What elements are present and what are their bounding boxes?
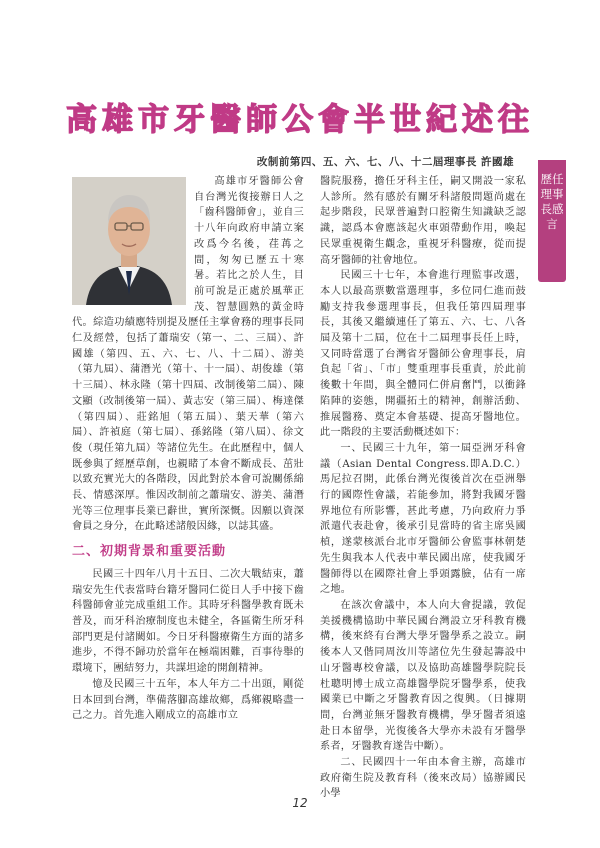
author-byline: 改制前第四、五、六、七、八、十二屆理事長 許國雄 [256, 156, 514, 168]
intro-paragraph: 高雄市牙醫師公會自台灣光復接辦日人之「齒科醫師會」，並自三十八年向政府申請立案改爲今名後，荏苒之間，匆匆已歷五十寒暑。若比之於人生，目前可說是正處於風華正茂、智慧圓熟的黃金時代。綜造功績應特別提及歷任主掌會務的理事長同仁及經營，包括了蕭瑞安（第一、二、三屆）、許國雄（第四、五、六、七、八、十二屆）、游美（第九屆）、蒲潛光（第十、十一屆）、胡俊雄（第十三屆）、林永隆（第十四屆、改制後第二屆）、陳文顯（改制後第一屆）、黃志安（第三屆）、梅達傑（第四屆）、莊銘旭（第五屆）、葉天華（第六屆）、許禎庭（第七屆）、孫銘隆（第八屆）、徐文俊（現任第九屆）等諸位先生。在此歷程中，個人既參與了經歷草創，也親睹了本會不斷成長、茁壯以致充實光大的各階段，因此對於本會可說關係綿長、情感深厚。惟因改制前之蕭瑞安、游美、蒲潛光等三位理事長業已辭世，實所深慨。因願以資深會員之身分，在此略述諸般因緣，以誌其盛。 [72, 176, 304, 533]
article-title: 高雄市牙醫師公會半世紀述往 [66, 102, 534, 138]
author-portrait [72, 177, 186, 305]
body-paragraph: 民國三十七年，本會進行理監事改選，本人以最高票數當選理事，多位同仁進而鼓勵支持我參選理事長，但我任第四屆理事長，其後又繼續連任了第五、六、七、八各屆及第十二屆，位在十二屆理事長任上時，又同時當選了台灣省牙醫師公會理事長，肩負起「省」、「市」雙重理事長重責，於此前後數十年間，與全體同仁併肩奮鬥，以衝鋒陷陣的姿態，開疆拓土的精神，創辦活動、推展醫務、奠定本會基礎、提高牙醫地位。此一階段的主要活動概述如下： [320, 270, 526, 439]
body-paragraph: 一、民國三十九年，第一屆亞洲牙科會議（Asian Dental Congress.即A.D.C.）馬尼拉召開，此係台灣光復後首次在亞洲舉行的國際性會議，若能參加，將對我國牙醫界地位有所影響，甚此考慮，乃向政府力爭派遣代表赴會，後承引見當時的省主席吳國楨，遂蒙核派台北市牙醫師公會監事林朝楚先生與我本人代表中華民國出席，使我國牙醫師得以在國際社會上爭頭露臉，佔有一席之地。 [320, 442, 526, 596]
side-tab-label: 歷任理事長感言 [540, 172, 564, 231]
section-heading: 二、初期背景和重要活動 [72, 544, 227, 560]
body-paragraph: 在該次會議中，本人向大會提議，敦促美援機構協助中華民國台灣設立牙科教育機構，後來終有台灣大學牙醫學系之設立。嗣後本人又偕同周汝川等諸位先生發起籌設中山牙醫專校會議，以及協助高雄醫學院院長杜聰明博士成立高雄醫學院牙醫學系，使我國業已中斷之牙醫教育因之復興。（日據期間，台灣並無牙醫教育機構，學牙醫者須遠赴日本留學，光復後各大學亦未設有牙醫學系者，牙醫教育遂告中斷）。 [320, 599, 526, 753]
body-paragraph: 民國三十四年八月十五日、二次大戰結束，蕭瑞安先生代表當時台籍牙醫同仁從日人手中接下齒科醫師會並完成重組工作。其時牙科醫學教育既未普及，而牙科治療制度也未健全，各區衛生所牙科部門更是付諸闕如。今日牙科醫療衛生方面的諸多進步，不得不歸功於當年在極端困難，百事待舉的環境下，團結努力，共謀坦途的開創精神。 [72, 568, 304, 675]
side-section-tab [538, 160, 566, 282]
left-column [72, 174, 304, 764]
body-paragraph: 二、民國四十一年由本會主辦，高雄市政府衛生院及教育科（後來改局）協辦國民小學 [320, 757, 526, 800]
page-number: 12 [292, 796, 308, 810]
body-paragraph: 憶及民國三十五年，本人年方二十出頭，剛從日本回到台灣，準備落腳高雄故鄉，爲鄉親略盡一己之力。首先進入剛成立的高雄市立 [72, 678, 304, 722]
right-column [320, 174, 526, 800]
body-paragraph: 醫院服務，擔任牙科主任，嗣又開設一家私人診所。然有感於有關牙科諸般問題尚處在起步階段，民眾普遍對口腔衛生知識缺乏認識，認爲本會應該起火車頭帶動作用，喚起民眾重視衛生觀念，重視牙科醫療，從而提高牙醫師的社會地位。 [320, 176, 526, 266]
